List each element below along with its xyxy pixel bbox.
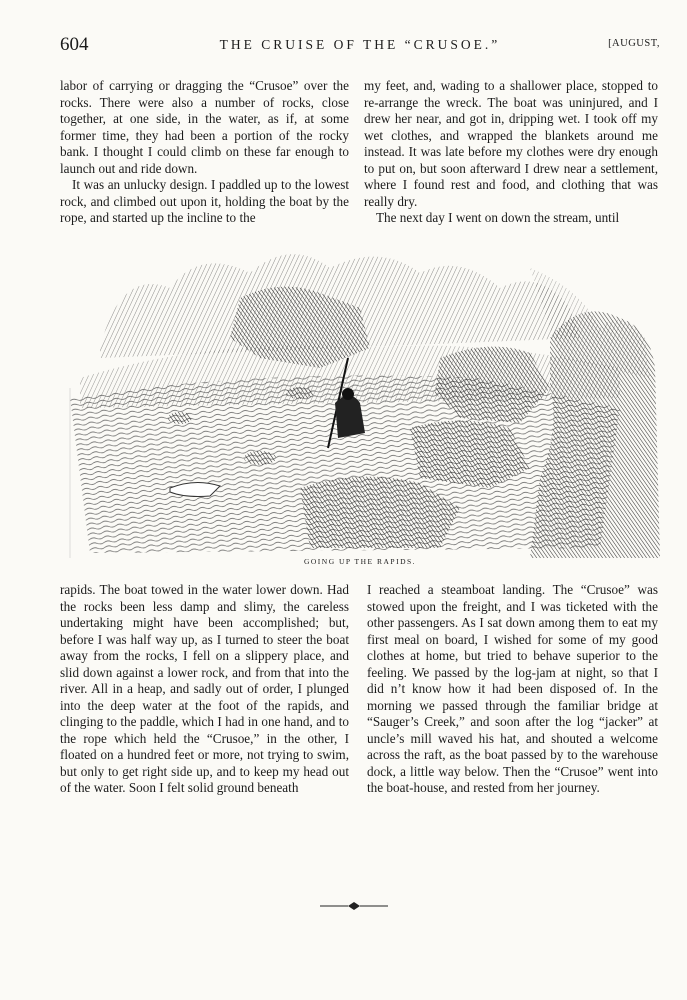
page-header bbox=[60, 34, 660, 56]
paragraph: It was an unlucky design. I paddled up to the lowest rock, and climbed out upon it, holding the boat by the rope, and started up the incline to the bbox=[60, 177, 349, 225]
text-column-bottom-right bbox=[367, 582, 658, 797]
paragraph: I reached a steamboat landing. The “Crusoe” was stowed upon the freight, and I was ticketed with the other passengers. As I sat down among them to eat my first meal on board, I wished for some of my good clothes at home, but tried to behave superior to the feeling. We passed by the log-jam at night, so that I did n’t know how it had been disposed of. In the morning we passed through the familiar bridge at “Sauger’s Creek,” and soon after the log “jacker” at uncle’s mill waved his hat, and shouted a welcome across the raft, as the boat passed by to the warehouse dock, a little way below. Then the “Crusoe” went into the boat-house, and rested from her journey. bbox=[367, 582, 658, 795]
paragraph: The next day I went on down the stream, until bbox=[376, 210, 620, 225]
page-number: 604 bbox=[60, 34, 89, 55]
end-ornament bbox=[318, 900, 390, 912]
rapids-illustration bbox=[60, 228, 660, 558]
paragraph: labor of carrying or dragging the “Crusoe” over the rocks. There were also a number of rocks, close together, at one side, in the water, as if, at some former time, they had been a portion of the rocky bank. I thought I could climb on these far enough to launch out and ride down. bbox=[60, 78, 349, 176]
text-column-top-left bbox=[60, 78, 349, 227]
paragraph: rapids. The boat towed in the water lower down. Had the rocks been less damp and slimy, the careless undertaking might have been accomplished; but, before I was half way up, as I turned to steer the boat away from the rocks, I fell on a slippery place, and slid down against a lower rock, and from that into the river. All in a heap, and sadly out of order, I plunged into the deep water at the foot of the rapids, and clinging to the paddle, which I had in one hand, and to the rope which held the “Crusoe,” in the other, I floated on a hundred feet or more, not trying to swim, but only to get right side up, and to keep my head out of the water. Soon I felt solid ground beneath bbox=[60, 582, 349, 795]
text-column-bottom-left bbox=[60, 582, 349, 797]
illustration-caption: GOING UP THE RAPIDS. bbox=[303, 557, 417, 566]
running-title: THE CRUISE OF THE “CRUSOE.” bbox=[219, 37, 501, 52]
paragraph: my feet, and, wading to a shallower place, stopped to re-arrange the wreck. The boat was uninjured, and I drew her near, and got in, dripping wet. I took off my wet clothes, and wrapped the blankets around me instead. It was late before my clothes were dry enough to put on, but soon afterward I drew near a settlement, where I found rest and food, and clothing that was really dry. bbox=[364, 78, 658, 209]
text-column-top-right bbox=[364, 78, 658, 227]
month-label: [AUGUST, bbox=[608, 38, 660, 49]
